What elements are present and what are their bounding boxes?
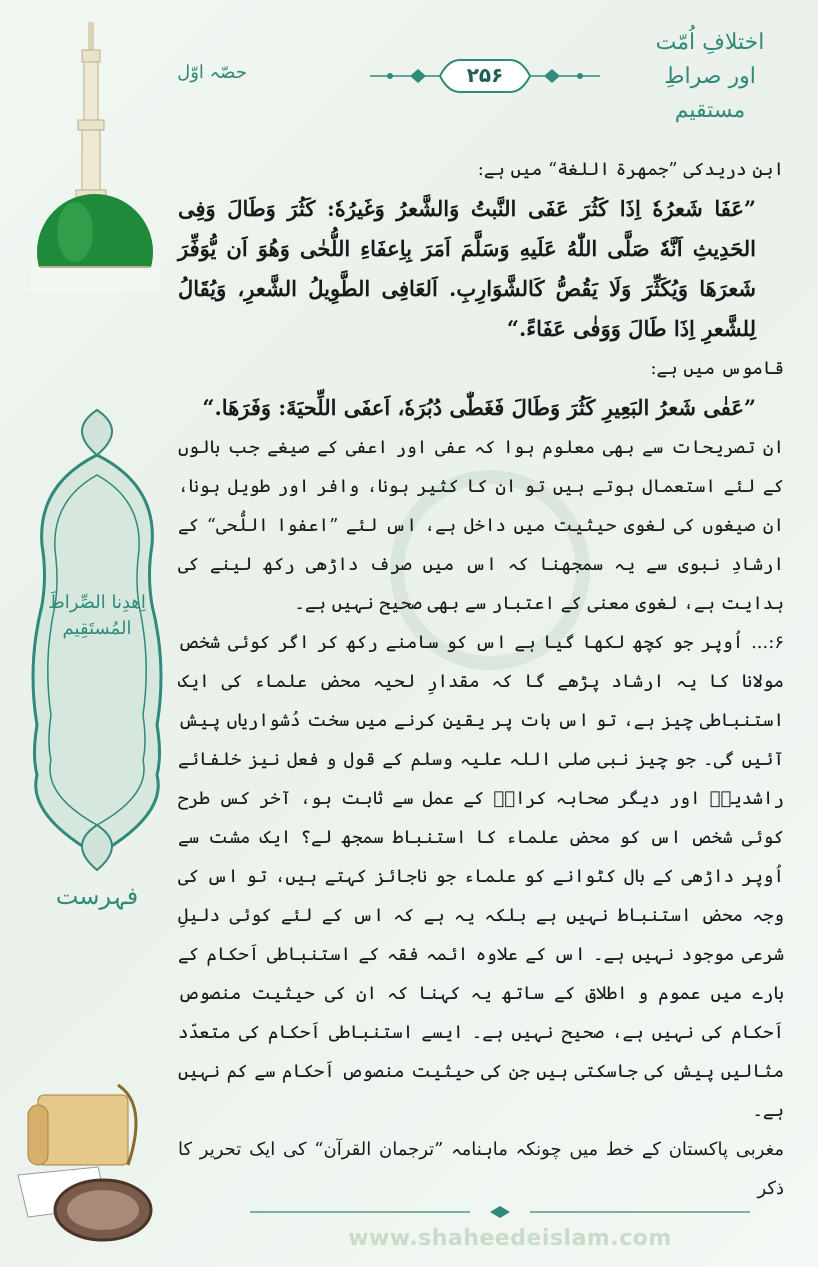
footer-divider-icon [250, 1205, 750, 1219]
paragraph: قاموس میں ہے: [650, 358, 784, 379]
index-link[interactable]: فہرست [55, 882, 139, 910]
arabic-quote: ”عَفٰى شَعرُ البَعِيرِ كَثُرَ وَطَالَ فَغَطّٰى دُبُرَهٗ، اَعفَى اللِّحيَةَ: وَفَرَهَا.“ [202, 395, 756, 420]
section-label: حصّہ اوّل [177, 62, 247, 83]
paragraph: مغربی پاکستان کے خط میں چونکہ ماہنامہ ”ترجمان القرآن“ کی ایک تحریر کا ذکر [178, 1139, 784, 1199]
page-number-banner [370, 56, 600, 96]
arabic-quote: ”عَفَا شَعرُهٗ اِذَا كَثُرَ عَفَى النَّبتُ وَالشَّعرُ وَغَيرُهٗ: كَثُرَ وَطَالَ وَفِى الحَدِيثِ اَنَّهٗ صَلَّى اللّٰهُ عَلَيهِ وَسَلَّمَ اَمَرَ بِاِعفَاءِ اللُّحٰى وَهُوَ اَن يُّوَفِّرَ شَعرَهَا وَيُكَثِّرَ وَلَا يَقُصُّ كَالشَّوَارِبِ. اَلعَافِى الطَّوِيلُ الشَّعرِ، وَيُقَالُ لِلشَّعرِ اِذَا طَالَ وَوَفٰى عَفَاءً.“ [178, 196, 756, 341]
scroll-quill-icon [8, 1075, 178, 1245]
ornament-caption: اِھدِنا الصِّراطَ المُستَقِیم [48, 592, 146, 639]
body-text [178, 150, 784, 1208]
book-title-line-2: اور صراطِ مستقیم [664, 64, 756, 123]
paragraph: ان تصریحات سے بھی معلوم ہوا کہ عفی اور اعفی کے صیغے جب بالوں کے لئے استعمال ہوتے ہیں تو ان کا کثیر ہونا، وافر اور طویل ہونا، ان صیغوں کی لغوی حیثیت میں داخل ہے، اس لئے ”اعفوا اللُّحی“ کے ارشادِ نبوی سے یہ سمجھنا کہ اس میں صرف داڑھی رکھ لینے کی ہدایت ہے، لغوی معنی کے اعتبار سے بھی صحیح نہیں ہے۔ [178, 437, 784, 614]
paragraph: ابنِ دریدکی ”جمهرة اللغة“ میں ہے: [477, 159, 784, 180]
book-title-line-1: اختلافِ اُمّت [655, 30, 765, 55]
green-dome-mosque-icon [30, 22, 160, 292]
page-number: ۲۵۶ [466, 63, 504, 87]
book-title [650, 26, 770, 128]
website-url[interactable]: www.shaheedeislam.com [348, 1226, 672, 1251]
paragraph: ۶:... اُوپر جو کچھ لکھا گیا ہے اس کو سامنے رکھ کر اگر کوئی شخص مولانا کا یہ ارشاد پڑھے گا کہ مقدارِ لحیہ محض علماء کی ایک استنباطی چیز ہے، تو اس بات پر یقین کرنے میں سخت دُشواریاں پیش آئیں گی۔ جو چیز نبی صلی اللہ علیہ وسلم کے قول و فعل نیز خلفائے راشدینؓ اور دیگر صحابہ کرامؓ کے عمل سے ثابت ہو، آخر کس طرح کوئی شخص اس کو محض علماء کا استنباط سمجھ لے؟ ایک مشت سے اُوپر داڑھی کے بال کٹوانے کو علماء جو ناجائز کہتے ہیں، تو اس کی وجہ محض استنباط نہیں ہے بلکہ یہ ہے کہ اس کے لئے کوئی دلیلِ شرعی موجود نہیں ہے۔ اس کے علاوہ ائمہ فقہ کے استنباطی اَحکام کے بارے میں عموم و اطلاق کے ساتھ یہ کہنا کہ ان کی حیثیت منصوص اَحکام کی نہیں ہے، صحیح نہیں ہے۔ ایسے استنباطی اَحکام کی متعدّد مثالیں پیش کی جاسکتی ہیں جن کی حیثیت منصوص اَحکام سے کم نہیں ہے۔ [178, 632, 784, 1121]
